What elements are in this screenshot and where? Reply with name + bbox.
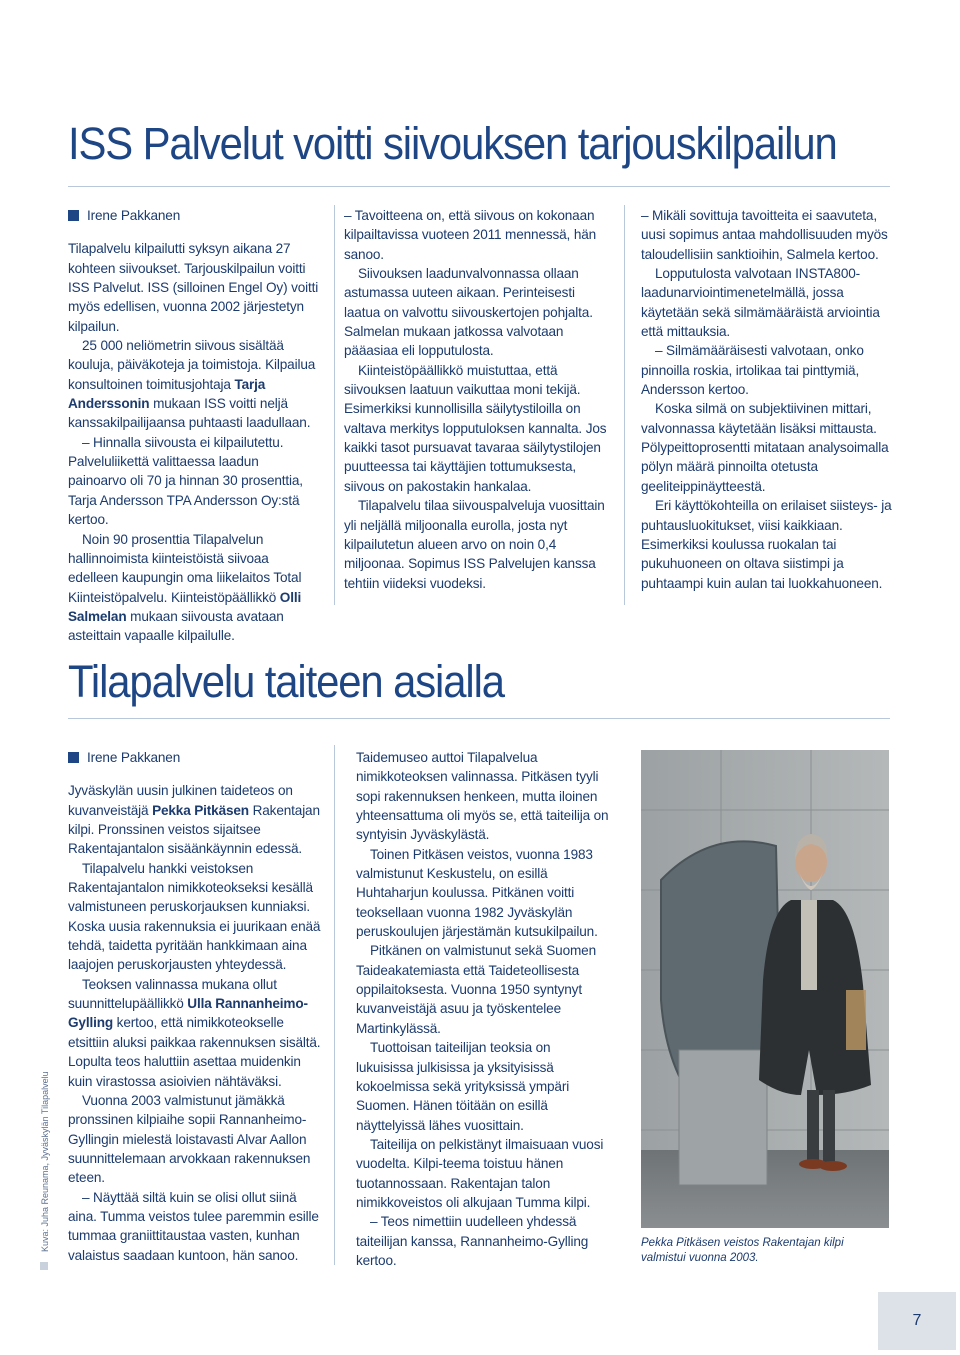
paragraph bbox=[68, 781, 322, 858]
text-run: Jyväskylän uusin julkinen taideteos on kuvanveistäjä bbox=[68, 783, 293, 818]
byline-marker-icon bbox=[68, 752, 79, 763]
paragraph: – Näyttää siltä kuin se olisi ollut siinä aina. Tumma veistos tulee paremmin esille tummaa graniittitaustaa vasten, kunhan valaistus saadaan kuntoon, hän sanoo. bbox=[68, 1189, 319, 1263]
text-run: mukaan ISS voitti neljä kanssakilpailijaansa puhtaasti laadullaan. bbox=[68, 396, 311, 431]
column-divider bbox=[334, 205, 335, 605]
article1-column-1 bbox=[68, 206, 320, 646]
text-run: mukaan siivousta avataan asteittain vapaalle kilpailulle. bbox=[68, 608, 284, 644]
person-name: Olli Salmelan bbox=[68, 589, 302, 624]
page-number-box bbox=[878, 1292, 956, 1350]
paragraph: Vuonna 2003 valmistunut jämäkkä pronssinen kilpiaihe sopii Rannanheimo-Gyllingin mielestä loistavasti Alvar Aallon suunnittelemaan arvokkaan rakennuksen eteen. bbox=[68, 1092, 311, 1186]
paragraph: Kiinteistöpäällikkö muistuttaa, että siivouksen laatuun vaikuttaa moni tekijä. Esimerkiksi kunnollisilla säilytystiloilla on valtava merkitys lopputuloksen kannalta. Jos kaikki tasot pursuavat tavaraa säilytystilojen puutteessa tai käyttäjien tottumuksesta, siivous on pakostakin hankalaa. bbox=[344, 362, 607, 494]
text-run: Noin 90 prosenttia Tilapalvelun hallinnoimista kiinteistöistä siivoaa edelleen kaupungin oma liikelaitos Total Kiinteistöpalvelu. Kiinteistöpäällikkö bbox=[68, 531, 302, 605]
paragraph: – Hinnalla siivousta ei kilpailutettu. Palveluliikettä valittaessa laadun painoarvo oli 70 ja hinnan 30 prosenttia, Tarja Andersson TPA Andersson Oy:stä kertoo. bbox=[68, 434, 303, 528]
article-title: Tilapalvelu taiteen asialla bbox=[68, 656, 504, 707]
paragraph: Tilapalvelu kilpailutti syksyn aikana 27 kohteen siivoukset. Tarjouskilpailun voitti ISS Palvelut. ISS (silloinen Engel Oy) voitti myös edellisen, vuonna 2002 järjestetyn kilpailun. bbox=[68, 241, 319, 334]
paragraph: Siivouksen laadunvalvonnassa ollaan astumassa uuteen aikaan. Perinteisesti laatua on valvottu siivouskertojen pohjalta. Salmelan mukaan jatkossa valvotaan pääasiaa eli lopputulosta. bbox=[344, 266, 593, 359]
paragraph: Toinen Pitkäsen veistos, vuonna 1983 valmistunut Keskustelu, on esillä Huhtaharjun koulussa. Pitkänen voitti teoksellaan vuonna 1982 Jyväskylän peruskoulujen järjestämän kutsukilpailun. bbox=[356, 846, 598, 940]
paragraph bbox=[68, 975, 322, 1091]
person-name: Tarja Anderssonin bbox=[68, 376, 266, 412]
article-title: ISS Palvelut voitti siivouksen tarjouskilpailun bbox=[68, 118, 837, 169]
paragraph bbox=[68, 530, 320, 646]
photo-illustration bbox=[641, 750, 889, 1228]
paragraph bbox=[68, 336, 320, 433]
article2-column-1 bbox=[68, 748, 322, 1265]
paragraph: Taiteilija on pelkistänyt ilmaisuaan vuosi vuodelta. Kilpi-teema toistuu hänen tuotannossaan. Rakentajan talon nimikkoveistos oli alkujaan Tumma kilpi. bbox=[356, 1136, 604, 1210]
article1-column-3 bbox=[641, 206, 893, 593]
paragraph: Lopputulosta valvotaan INSTA800-laadunarviointimenetelmällä, jossa käytetään sekä silmämääräistä arviointia että mittauksia. bbox=[641, 266, 880, 340]
paragraph: – Teos nimettiin uudelleen yhdessä taiteilijan kanssa, Rannanheimo-Gylling kertoo. bbox=[356, 1214, 589, 1268]
title-rule bbox=[68, 186, 890, 187]
byline bbox=[68, 748, 322, 767]
article2-column-2 bbox=[356, 748, 610, 1270]
paragraph: Tilapalvelu tilaa siivouspalveluja vuosittain yli neljällä miljoonalla eurolla, josta nyt kilpailutetun alueen arvo on noin 0,4 miljoonaa. Sopimus ISS Palvelujen kanssa tehtiin viideksi vuodeksi. bbox=[344, 498, 605, 591]
paragraph: – Silmämääräisesti valvotaan, onko pinnoilla roskia, irtolikaa tai pinttymiä, Andersson kertoo. bbox=[641, 343, 864, 398]
paragraph: – Mikäli sovittuja tavoitteita ei saavuteta, uusi sopimus antaa mahdollisuuden myös taloudellisiin sanktioihin, Salmela kertoo. bbox=[641, 208, 888, 262]
article1-column-2 bbox=[344, 206, 610, 593]
paragraph: – Tavoitteena on, että siivous on kokonaan kilpailtavissa vuoteen 2011 mennessä, hän sanoo. bbox=[344, 208, 597, 262]
page-number: 7 bbox=[912, 1312, 922, 1329]
credit-marker-icon bbox=[40, 1262, 48, 1270]
person-name: Pekka Pitkäsen bbox=[152, 802, 249, 818]
text-run: kertoo, että nimikkoteokselle etsittiin aluksi paikkaa rakennuksen sisältä. Lopulta teos haluttiin asettaa muidenkin kuin virastossa asioivien nähtäväksi. bbox=[68, 1015, 321, 1089]
column-divider bbox=[624, 205, 625, 605]
paragraph: Koska silmä on subjektiivinen mittari, valvonnassa käytetään lisäksi mittausta. Pölypeittoprosentti mitataan analysoimalla pölyn määrä pinnoilta otetusta geeliteippinäytteestä. bbox=[641, 401, 889, 494]
text-run: 25 000 neliömetrin siivous sisältää kouluja, päiväkoteja ja toimistoja. Kilpailua konsultoinen toimitusjohtaja bbox=[68, 338, 316, 392]
paragraph: Eri käyttökohteilla on erilaiset siisteys- ja puhtausluokitukset, viisi kaikkiaan. Esimerkiksi koulussa ruokalan tai pukuhuoneen on oltava siistimpi ja puhtaampi kuin aulan tai luokkahuoneen. bbox=[641, 498, 892, 591]
author-name: Irene Pakkanen bbox=[87, 750, 181, 765]
text-run: Rakentajan kilpi. Pronssinen veistos sijaitsee Rakentajantalon sisäänkäynnin edessä. bbox=[68, 802, 320, 857]
photo-credit: Kuva: Juha Reunama, Jyväskylän Tilapalvelu bbox=[40, 1071, 50, 1252]
paragraph: Pitkänen on valmistunut sekä Suomen Taideakatemiasta että Taideteollisesta oppilaitoksesta. Vuonna 1950 syntynyt kuvanveistäjä asuu ja työskentelee Martinkylässä. bbox=[356, 943, 596, 1036]
photo-caption: Pekka Pitkäsen veistos Rakentajan kilpi valmistui vuonna 2003. bbox=[641, 1237, 844, 1264]
byline-marker-icon bbox=[68, 210, 79, 221]
sculptor-photo bbox=[641, 750, 889, 1228]
column-divider bbox=[334, 745, 335, 1265]
paragraph: Tilapalvelu hankki veistoksen Rakentajantalon nimikkoteokseksi kesällä valmistuneen peruskorjauksen kunniaksi. Koska uusia rakennuksia ei juurikaan enää tehdä, taidetta pyritään hankkimaan aina laajojen peruskorjausten yhteydessä. bbox=[68, 860, 321, 973]
title-rule bbox=[68, 718, 890, 719]
author-name: Irene Pakkanen bbox=[87, 208, 181, 223]
paragraph: Taidemuseo auttoi Tilapalvelua nimikkoteoksen valinnassa. Pitkäsen tyyli sopi rakennuksen henkeen, mutta iloinen yhteensattuma oli myös se, että taiteilija on syntyisin Jyväskylästä. bbox=[356, 750, 609, 843]
person-name: Ulla Rannanheimo-Gylling bbox=[68, 996, 308, 1031]
paragraph: Tuottoisan taiteilijan teoksia on lukuisissa julkisissa ja yksityisissä kokoelmissa sekä yrityksissä ympäri Suomen. Hänen töitään on esillä näyttelyissä lähes vuosittain. bbox=[356, 1040, 570, 1133]
text-run: Teoksen valinnassa mukana ollut suunnittelupäällikkö bbox=[68, 976, 277, 1012]
byline bbox=[68, 206, 320, 225]
